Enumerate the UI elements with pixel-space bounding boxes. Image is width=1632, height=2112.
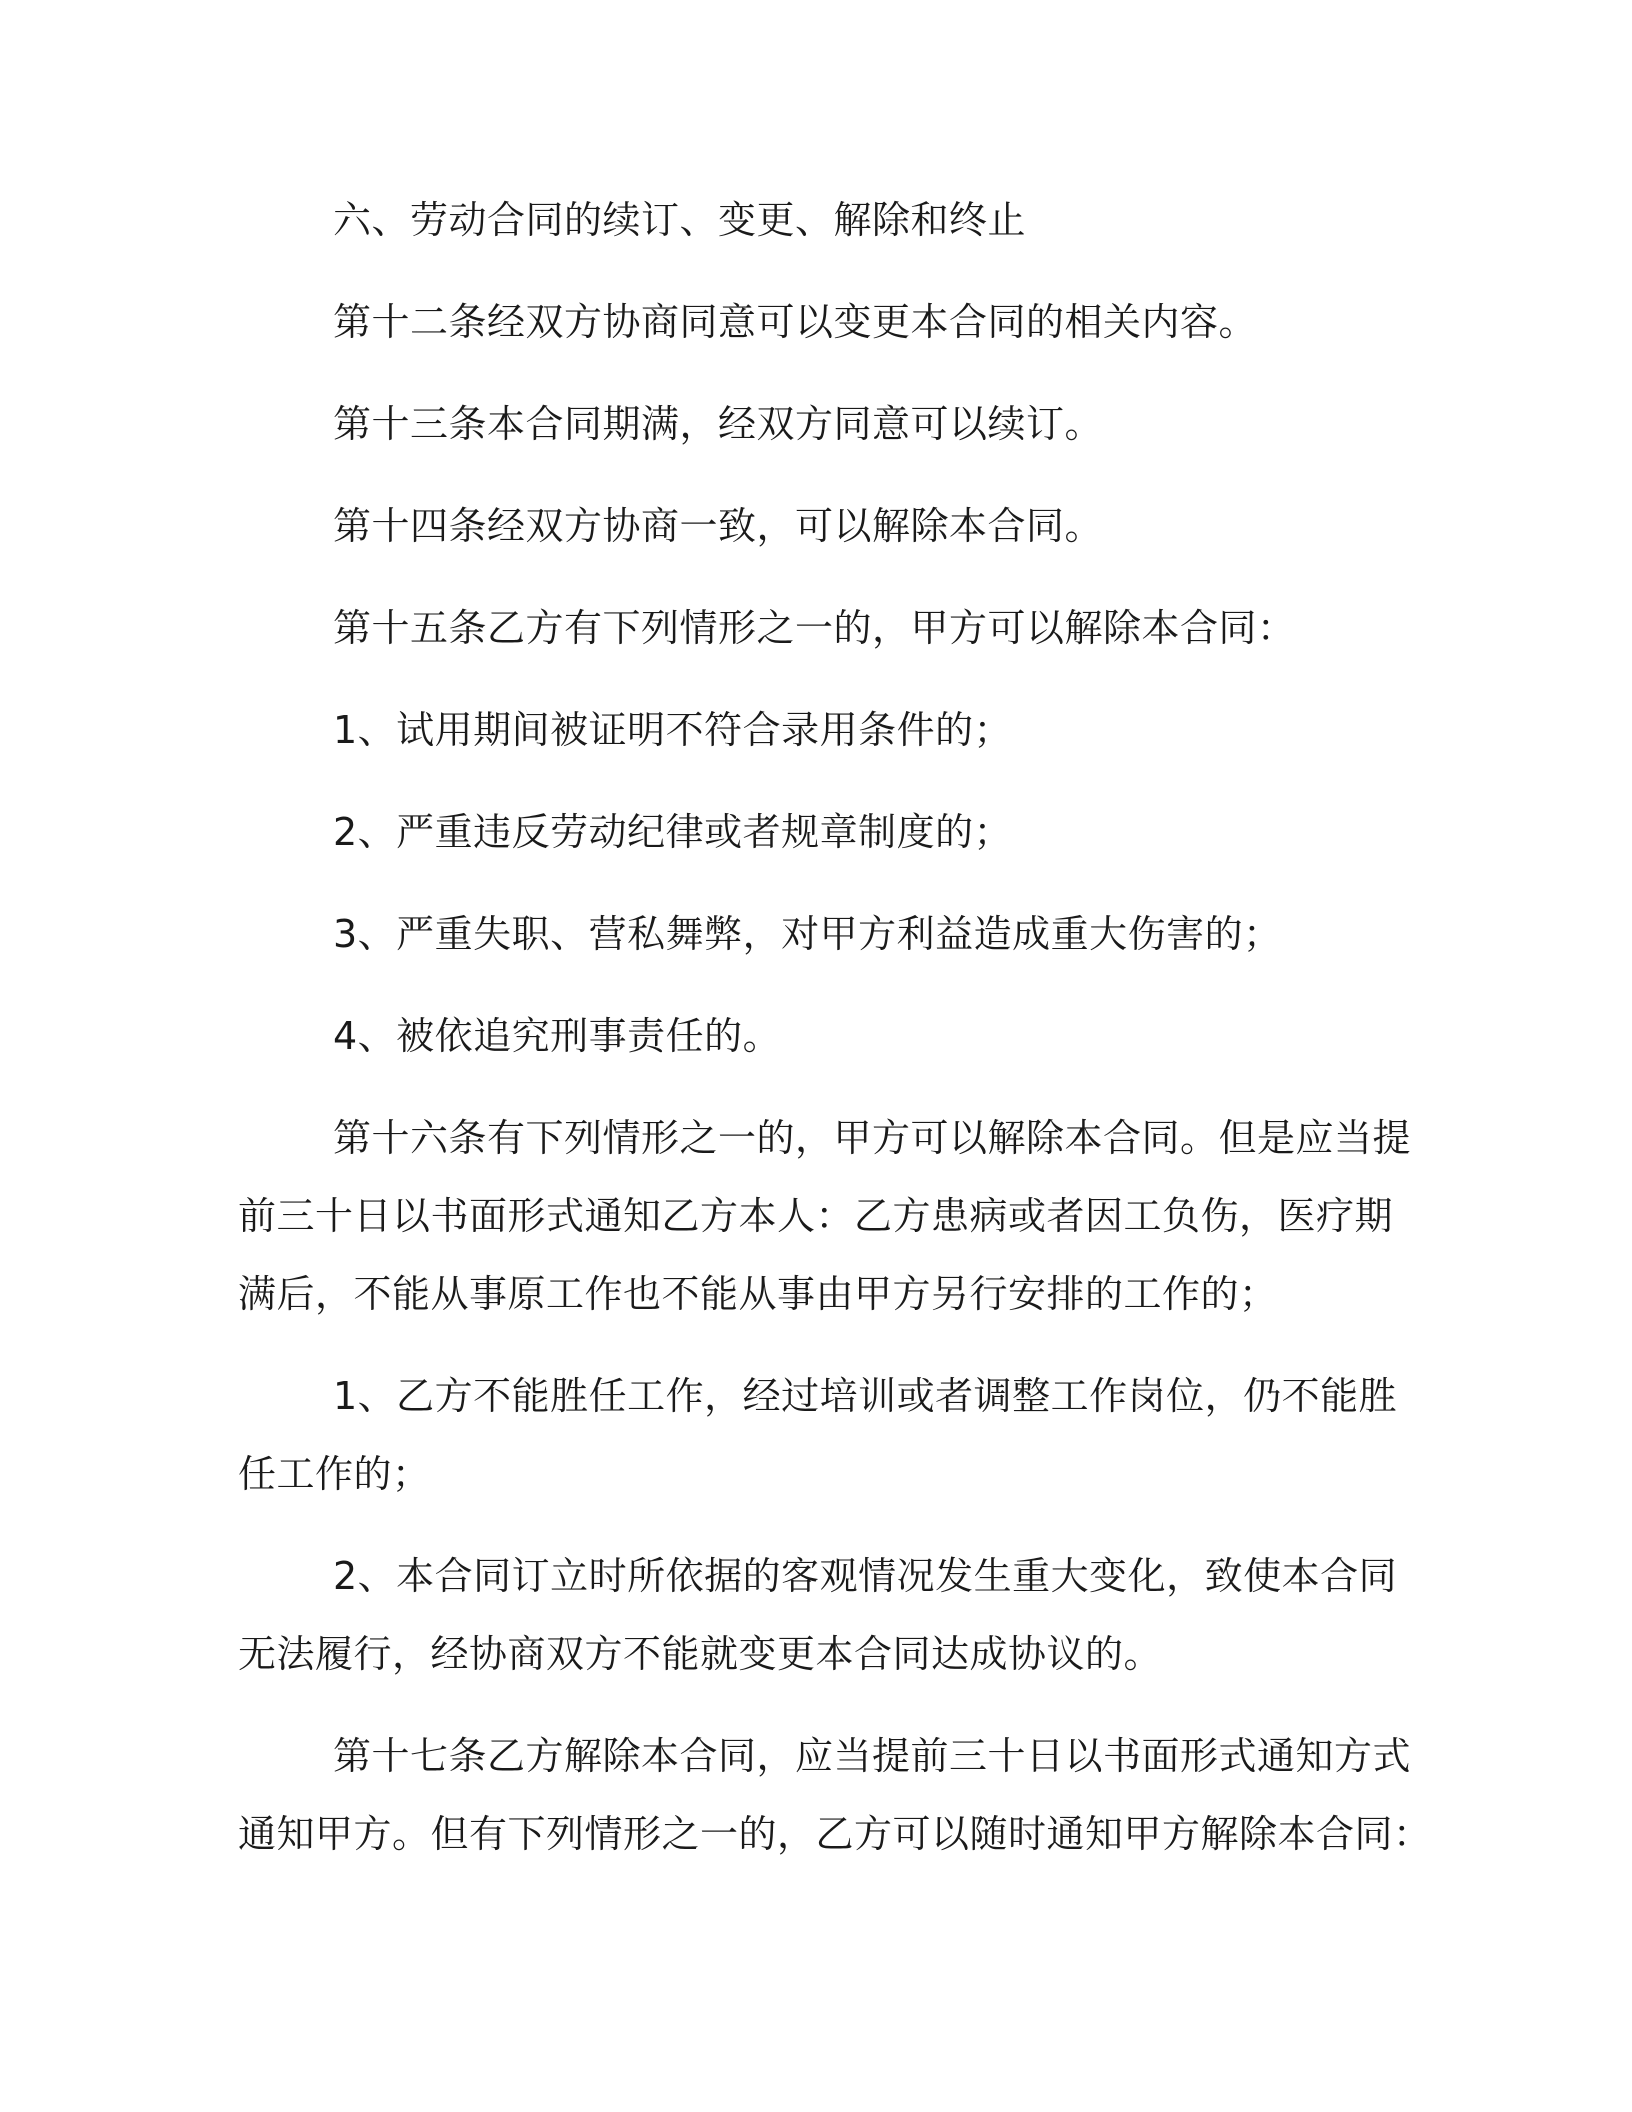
article-13: 第十三条本合同期满，经双方同意可以续订。: [333, 402, 1104, 446]
article-17-line-1: 第十七条乙方解除本合同，应当提前三十日以书面形式通知方式: [333, 1734, 1412, 1778]
article-16-line-1: 第十六条有下列情形之一的，甲方可以解除本合同。但是应当提: [333, 1116, 1412, 1160]
article-16-item-1-line-1: 1、乙方不能胜任工作，经过培训或者调整工作岗位，仍不能胜: [333, 1374, 1398, 1418]
article-14: 第十四条经双方协商一致，可以解除本合同。: [333, 504, 1104, 548]
article-15: 第十五条乙方有下列情形之一的，甲方可以解除本合同：: [333, 606, 1296, 650]
article-16-line-2: 前三十日以书面形式通知乙方本人：乙方患病或者因工负伤，医疗期: [238, 1194, 1394, 1238]
article-15-item-4: 4、被依追究刑事责任的。: [333, 1014, 782, 1058]
article-17-line-2: 通知甲方。但有下列情形之一的，乙方可以随时通知甲方解除本合同：: [238, 1812, 1432, 1856]
article-16-item-1-line-2: 任工作的；: [238, 1452, 431, 1496]
article-16-line-3: 满后，不能从事原工作也不能从事由甲方另行安排的工作的；: [238, 1272, 1278, 1316]
section-heading: 六、劳动合同的续订、变更、解除和终止: [333, 198, 1027, 242]
article-16-item-2-line-1: 2、本合同订立时所依据的客观情况发生重大变化，致使本合同: [333, 1554, 1398, 1598]
article-15-item-3: 3、严重失职、营私舞弊，对甲方利益造成重大伤害的；: [333, 912, 1282, 956]
article-16-item-2-line-2: 无法履行，经协商双方不能就变更本合同达成协议的。: [238, 1632, 1163, 1676]
article-12: 第十二条经双方协商同意可以变更本合同的相关内容。: [333, 300, 1258, 344]
article-15-item-2: 2、严重违反劳动纪律或者规章制度的；: [333, 810, 1013, 854]
article-15-item-1: 1、试用期间被证明不符合录用条件的；: [333, 708, 1013, 752]
